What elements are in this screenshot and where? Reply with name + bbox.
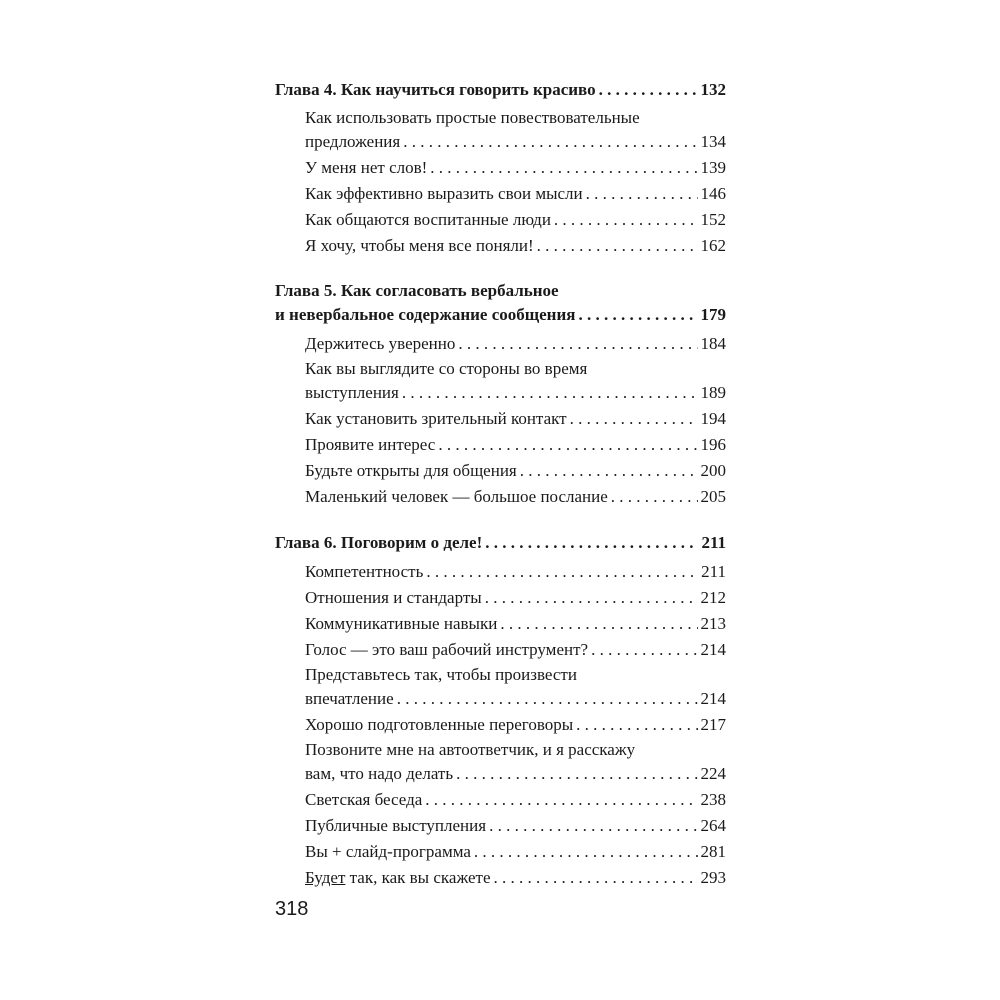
dot-leader [403, 129, 697, 154]
toc-entry [275, 106, 726, 154]
toc-entry-page-number: 264 [700, 816, 726, 835]
toc-entry-page-number: 194 [700, 409, 726, 428]
toc-entry-title: предложения [305, 132, 401, 151]
dot-leader [426, 559, 698, 584]
toc-entry-title: Отношения и стандарты [305, 588, 482, 607]
toc-entry-title: Проявите интерес [305, 435, 436, 454]
dot-leader [456, 761, 697, 786]
dot-leader [576, 712, 697, 737]
chapter-page-number: 132 [700, 80, 726, 99]
toc-chapter [275, 530, 726, 890]
toc-entry [275, 155, 726, 180]
toc-entry-title: Голос — это ваш рабочий инструмент? [305, 640, 589, 659]
toc-entry-line [275, 380, 726, 405]
toc-entry-line [275, 406, 726, 431]
toc-chapter [275, 77, 726, 258]
chapter-title: Глава 4. Как научиться говорить красиво [275, 80, 596, 99]
chapter-title: Глава 6. Поговорим о деле! [275, 533, 483, 552]
toc-entry-title: Как вы выглядите со стороны во время [305, 359, 588, 378]
toc-entry [275, 865, 726, 890]
toc-entry-line [275, 331, 726, 356]
toc-entry [275, 663, 726, 711]
toc-entry-title: Вы + слайд-программа [305, 842, 471, 861]
toc-entry-title: Держитесь уверенно [305, 334, 456, 353]
toc-entry-title: выступления [305, 383, 399, 402]
dot-leader [611, 484, 698, 509]
toc-entry-page-number: 134 [700, 132, 726, 151]
toc-entry-line [275, 813, 726, 838]
toc-entry-title: Позвоните мне на автоответчик, и я расскажу [305, 740, 636, 759]
toc-entry-line [275, 233, 726, 258]
toc-entry-page-number: 211 [701, 562, 726, 581]
dot-leader [458, 331, 697, 356]
toc-entry-title: Будет так, как вы скажете [305, 868, 491, 887]
toc-entry-line [275, 611, 726, 636]
dot-leader [485, 585, 698, 610]
toc-entry-line [275, 129, 726, 154]
toc-entry-title: Хорошо подготовленные переговоры [305, 715, 574, 734]
toc-entry-line [275, 484, 726, 509]
toc-entry-title: впечатление [305, 689, 394, 708]
toc-entry-page-number: 293 [700, 868, 726, 887]
toc-entry [275, 813, 726, 838]
toc-entry-page-number: 281 [700, 842, 726, 861]
dot-leader [402, 380, 698, 405]
toc-entry-page-number: 205 [700, 487, 726, 506]
toc-entry-page-number: 214 [700, 640, 726, 659]
toc-entry [275, 406, 726, 431]
chapter-page-number: 179 [700, 305, 726, 324]
chapter-title: Глава 5. Как согласовать вербальное [275, 281, 559, 300]
table-of-contents [275, 77, 726, 911]
toc-entry [275, 233, 726, 258]
toc-entry-page-number: 184 [700, 334, 726, 353]
toc-entry-line [275, 839, 726, 864]
chapter-heading [275, 279, 726, 327]
toc-entry-page-number: 152 [700, 210, 726, 229]
toc-entry-title: Как эффективно выразить свои мысли [305, 184, 583, 203]
toc-entry-title: Будьте открыты для общения [305, 461, 517, 480]
chapter-heading [275, 77, 726, 102]
toc-entry [275, 738, 726, 786]
toc-entry-title: Как общаются воспитанные люди [305, 210, 551, 229]
toc-entry [275, 611, 726, 636]
toc-entry [275, 484, 726, 509]
toc-entry-line [275, 686, 726, 711]
chapter-page-number: 211 [701, 533, 726, 552]
dot-leader [554, 207, 698, 232]
toc-entry-page-number: 213 [700, 614, 726, 633]
dot-leader [599, 77, 698, 102]
toc-entry-line [275, 155, 726, 180]
toc-entry-line [275, 787, 726, 812]
dot-leader [425, 787, 697, 812]
toc-entry-title: Как использовать простые повествовательные [305, 108, 640, 127]
toc-entry-title: Компетентность [305, 562, 424, 581]
dot-leader [474, 839, 698, 864]
dot-leader [500, 611, 697, 636]
toc-entry-title: Светская беседа [305, 790, 423, 809]
toc-entry-page-number: 200 [700, 461, 726, 480]
dot-leader [586, 181, 698, 206]
toc-entry-page-number: 212 [700, 588, 726, 607]
dot-leader [570, 406, 698, 431]
toc-entry-title: Публичные выступления [305, 816, 487, 835]
dot-leader [397, 686, 698, 711]
chapter-heading [275, 530, 726, 555]
toc-entry-line [275, 432, 726, 457]
toc-entry-title: Я хочу, чтобы меня все поняли! [305, 236, 534, 255]
toc-entry [275, 712, 726, 737]
dot-leader [591, 637, 697, 662]
chapter-title-line [275, 77, 726, 102]
toc-entry-line [275, 559, 726, 584]
page-number: 318 [275, 898, 309, 920]
toc-entry-line [275, 761, 726, 786]
toc-entry-page-number: 189 [700, 383, 726, 402]
toc-entry-title: Маленький человек — большое послание [305, 487, 608, 506]
toc-entry [275, 207, 726, 232]
toc-entry-title: Как установить зрительный контакт [305, 409, 567, 428]
toc-entry-page-number: 224 [700, 764, 726, 783]
toc-entry-page-number: 214 [700, 689, 726, 708]
toc-entry-page-number: 146 [700, 184, 726, 203]
toc-entry-title: вам, что надо делать [305, 764, 454, 783]
toc-entry-page-number: 139 [700, 158, 726, 177]
toc-entry-title: Коммуникативные навыки [305, 614, 498, 633]
toc-entry-title: Представьтесь так, чтобы произвести [305, 665, 577, 684]
toc-entry-line [275, 712, 726, 737]
chapter-title-line [275, 302, 726, 327]
toc-entry [275, 458, 726, 483]
toc-entry-page-number: 162 [700, 236, 726, 255]
chapter-title: и невербальное содержание сообщения [275, 305, 576, 324]
dot-leader [489, 813, 697, 838]
toc-entry-page-number: 196 [700, 435, 726, 454]
toc-entry-page-number: 238 [700, 790, 726, 809]
chapter-title-line [275, 530, 726, 555]
dot-leader [485, 530, 698, 555]
toc-entry-line [275, 637, 726, 662]
toc-entry [275, 357, 726, 405]
toc-entry [275, 637, 726, 662]
toc-entry [275, 787, 726, 812]
dot-leader [438, 432, 697, 457]
toc-entry-line [275, 865, 726, 890]
toc-entry-line [275, 207, 726, 232]
toc-entry [275, 181, 726, 206]
toc-entry [275, 432, 726, 457]
toc-entry [275, 559, 726, 584]
dot-leader [430, 155, 697, 180]
dot-leader [520, 458, 698, 483]
toc-entry [275, 839, 726, 864]
toc-entry [275, 585, 726, 610]
toc-entry-line [275, 181, 726, 206]
dot-leader [537, 233, 698, 258]
toc-entry-page-number: 217 [700, 715, 726, 734]
toc-chapter [275, 279, 726, 509]
toc-entry [275, 331, 726, 356]
toc-entry-line [275, 585, 726, 610]
toc-entry-line [275, 458, 726, 483]
dot-leader [578, 302, 697, 327]
dot-leader [494, 865, 698, 890]
toc-entry-title: У меня нет слов! [305, 158, 428, 177]
